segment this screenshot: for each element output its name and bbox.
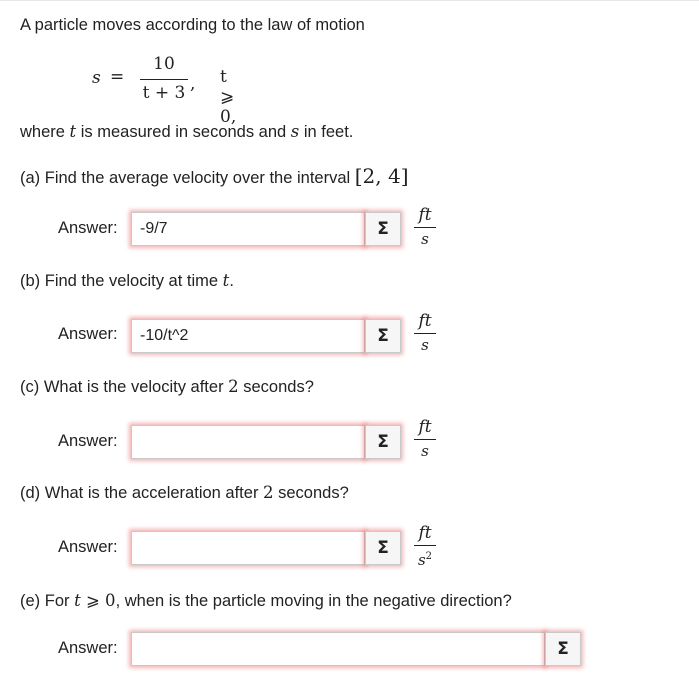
formula-condition: t ⩾ 0,: [220, 67, 237, 127]
unit-d: ft $s^2$: [411, 523, 439, 571]
answer-label-a: Answer:: [58, 219, 118, 237]
formula-numerator: 10: [153, 54, 175, 74]
question-d: (d) What is the acceleration after 2 seconds?: [20, 483, 349, 502]
top-divider: [0, 0, 699, 1]
answer-label-d: Answer:: [58, 538, 118, 556]
formula-equals: =: [110, 67, 125, 87]
answer-label-b: Answer:: [58, 325, 118, 343]
answer-input-e[interactable]: [131, 632, 545, 666]
equation-editor-button-c[interactable]: [365, 425, 401, 459]
sigma-icon: Σ: [377, 219, 389, 239]
equation-editor-button-e[interactable]: [545, 632, 581, 666]
answer-label-e: Answer:: [58, 639, 118, 657]
answer-input-c[interactable]: [131, 425, 365, 459]
sigma-icon: Σ: [557, 639, 569, 659]
intro-text: A particle moves according to the law of motion: [20, 16, 365, 34]
formula-denominator: t + 3: [142, 83, 186, 103]
question-b: (b) Find the velocity at time t.: [20, 271, 234, 290]
answer-input-b[interactable]: -10/t^2: [131, 319, 365, 353]
answer-input-d[interactable]: [131, 531, 365, 565]
unit-b: ft s: [411, 311, 439, 356]
sigma-icon: Σ: [377, 538, 389, 558]
sigma-icon: Σ: [377, 432, 389, 452]
unit-c: ft s: [411, 417, 439, 462]
formula-comma: ,: [190, 74, 196, 94]
equation-editor-button-a[interactable]: [365, 212, 401, 246]
question-e: (e) For t ⩾ 0, when is the particle moving in the negative direction?: [20, 591, 512, 610]
where-line: where t is measured in seconds and s in feet.: [20, 122, 354, 141]
answer-input-a[interactable]: -9/7: [131, 212, 365, 246]
formula-fraction-bar: [140, 79, 188, 80]
question-c: (c) What is the velocity after 2 seconds?: [20, 377, 314, 396]
equation-editor-button-d[interactable]: [365, 531, 401, 565]
question-a: (a) Find the average velocity over the interval [2, 4]: [20, 164, 409, 188]
unit-a: ft s: [411, 205, 439, 250]
formula-lhs: s: [92, 68, 101, 88]
equation-editor-button-b[interactable]: [365, 319, 401, 353]
answer-label-c: Answer:: [58, 432, 118, 450]
sigma-icon: Σ: [377, 326, 389, 346]
